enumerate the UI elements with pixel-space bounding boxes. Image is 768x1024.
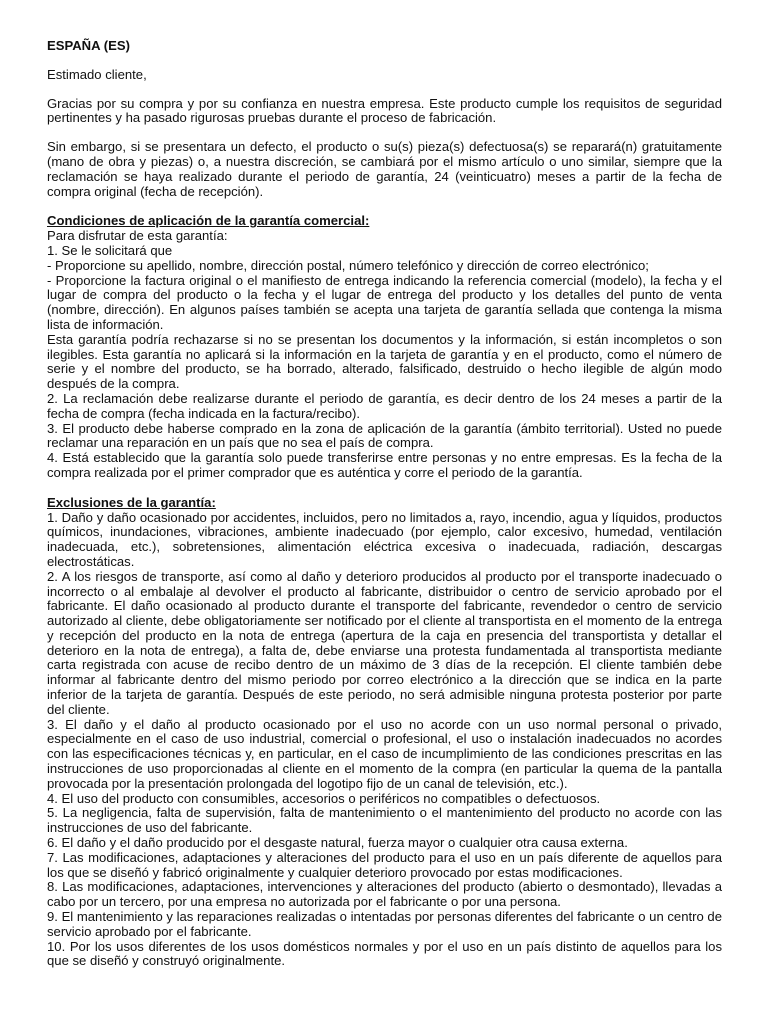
exclusions-item: 9. El mantenimiento y las reparaciones realizadas o intentadas por personas diferentes del fabricante o un centro de servicio aprobado por el fabricante. <box>47 909 722 939</box>
conditions-item: 2. La reclamación debe realizarse durante el periodo de garantía, es decir dentro de los 24 meses a partir de la fecha de compra (fecha indicada en la factura/recibo). <box>47 390 722 421</box>
exclusions-item: 1. Daño y daño ocasionado por accidentes, incluidos, pero no limitados a, rayo, incendio, agua y líquidos, productos químicos, inundaciones, vibraciones, ambiente inadecuado (por ejemplo, calor excesivo, humedad, ventilación inadecuada, etc.), sobretensiones, alimentación eléctrica excesiva o inadecuada, radiación, descargas electrostáticas. <box>47 509 722 569</box>
exclusions-item: 7. Las modificaciones, adaptaciones y alteraciones del producto para el uso en un país diferente de aquellos para los que se diseñó y fabricó originalmente y cualquier deterioro provocado por estas modificaciones. <box>47 849 722 880</box>
conditions-item: - Proporcione su apellido, nombre, dirección postal, número telefónico y dirección de correo electrónico; <box>47 257 649 273</box>
exclusions-item: 6. El daño y el daño producido por el desgaste natural, fuerza mayor o cualquier otra causa externa. <box>47 835 628 851</box>
exclusions-item: 8. Las modificaciones, adaptaciones, intervenciones y alteraciones del producto (abierto o desmontado), llevadas a cabo por un tercero, por una empresa no autorizada por el fabricante o por una persona. <box>47 879 722 910</box>
conditions-title: Condiciones de aplicación de la garantía comercial: <box>47 213 370 229</box>
intro-paragraph-defect: Sin embargo, si se presentara un defecto, el producto o su(s) pieza(s) defectuosa(s) se reparará(n) gratuitamente (mano de obra y piezas) o, a nuestra discreción, se cambiará por el mismo artículo o uno similar, siempre que la reclamación se haya realizado durante el periodo de garantía, 24 (veinticuatro) meses a partir de la fecha de compra original (fecha de recepción). <box>47 139 722 199</box>
greeting: Estimado cliente, <box>47 66 147 82</box>
conditions-item: 3. El producto debe haberse comprado en la zona de aplicación de la garantía (ámbito territorial). Usted no puede reclamar una reparación en un país que no sea el país de compra. <box>47 420 722 451</box>
exclusions-item: 10. Por los usos diferentes de los usos domésticos normales y por el uso en un país distinto de aquellos para los que se diseñó y construyó originalmente. <box>47 938 722 969</box>
spacer <box>47 54 722 68</box>
spacer <box>47 481 722 496</box>
exclusions-section <box>47 496 722 970</box>
spacer <box>47 199 722 214</box>
spacer <box>47 126 722 140</box>
exclusions-title: Exclusiones de la garantía: <box>47 494 216 510</box>
conditions-item: - Proporcione la factura original o el manifiesto de entrega indicando la referencia comercial (modelo), la fecha y el lugar de compra del producto o la fecha y el lugar de entrega del producto y los detalles del punto de venta (nombre, dirección). En algunos países también se acepta una tarjeta de garantía sellada que contenga la misma lista de información. <box>47 272 722 332</box>
conditions-item: 1. Se le solicitará que <box>47 242 173 258</box>
spacer <box>47 83 722 97</box>
conditions-section <box>47 214 722 480</box>
country-heading: ESPAÑA (ES) <box>47 38 130 53</box>
exclusions-item: 4. El uso del producto con consumibles, accesorios o periféricos no compatibles o defectuosos. <box>47 790 601 806</box>
exclusions-item: 2. A los riesgos de transporte, así como al daño y deterioro producidos al producto por el transporte inadecuado o incorrecto o al embalaje al devolver el producto al fabricante, distribuidor o centro de servicio aprobado por el fabricante. El daño ocasionado al producto durante el transporte del fabricante, revendedor o centro de servicio autorizado al cliente, debe obligatoriamente ser notificado por el cliente al transportista en el momento de la entrega y recepción del producto en la nota de entrega (apertura de la caja en presencia del transportista y detallar el deterioro en la nota de entrega), a falta de, debe enviarse una protesta fundamentada al transportista mediante carta registrada con acuse de recibo dentro de un máximo de 3 días de la recepción. El cliente también debe informar al fabricante dentro del mismo periodo por correo electrónico a la dirección que se indica en la parte inferior de la tarjeta de garantía. Después de este periodo, no será admisible ninguna protesta posterior por parte del cliente. <box>47 568 722 717</box>
conditions-item: Esta garantía podría rechazarse si no se presentan los documentos y la información, si están incompletos o son ilegibles. Esta garantía no aplicará si la información en la tarjeta de garantía y en el producto, como el número de serie y el nombre del producto, se ha borrado, alterado, falsificado, destruido o hecho ilegible de algún modo después de la compra. <box>47 331 722 392</box>
intro-paragraph-thanks: Gracias por su compra y por su confianza en nuestra empresa. Este producto cumple los requisitos de seguridad pertinentes y ha pasado rigurosas pruebas durante el proceso de fabricación. <box>47 95 722 126</box>
conditions-item: Para disfrutar de esta garantía: <box>47 228 228 244</box>
exclusions-item: 3. El daño y el daño al producto ocasionado por el uso no acorde con un uso normal personal o privado, especialmente en el caso de uso industrial, comercial o profesional, el uso o instalación inadecuados no acordes con las especificaciones técnicas y, en particular, en el caso de incumplimiento de las condiciones prescritas en las instrucciones de uso proporcionadas al cliente en el momento de la compra (en particular la quema de la pantalla provocada por la presentación prolongada del logotipo fijo de un canal de televisión, etc.). <box>47 716 722 791</box>
exclusions-item: 5. La negligencia, falta de supervisión, falta de mantenimiento o el mantenimiento del producto no acorde con las instrucciones de uso del fabricante. <box>47 805 722 836</box>
conditions-item: 4. Está establecido que la garantía solo puede transferirse entre personas y no entre empresas. Es la fecha de la compra realizada por el primer comprador que es auténtica y corre el periodo de la garantía. <box>47 450 722 480</box>
